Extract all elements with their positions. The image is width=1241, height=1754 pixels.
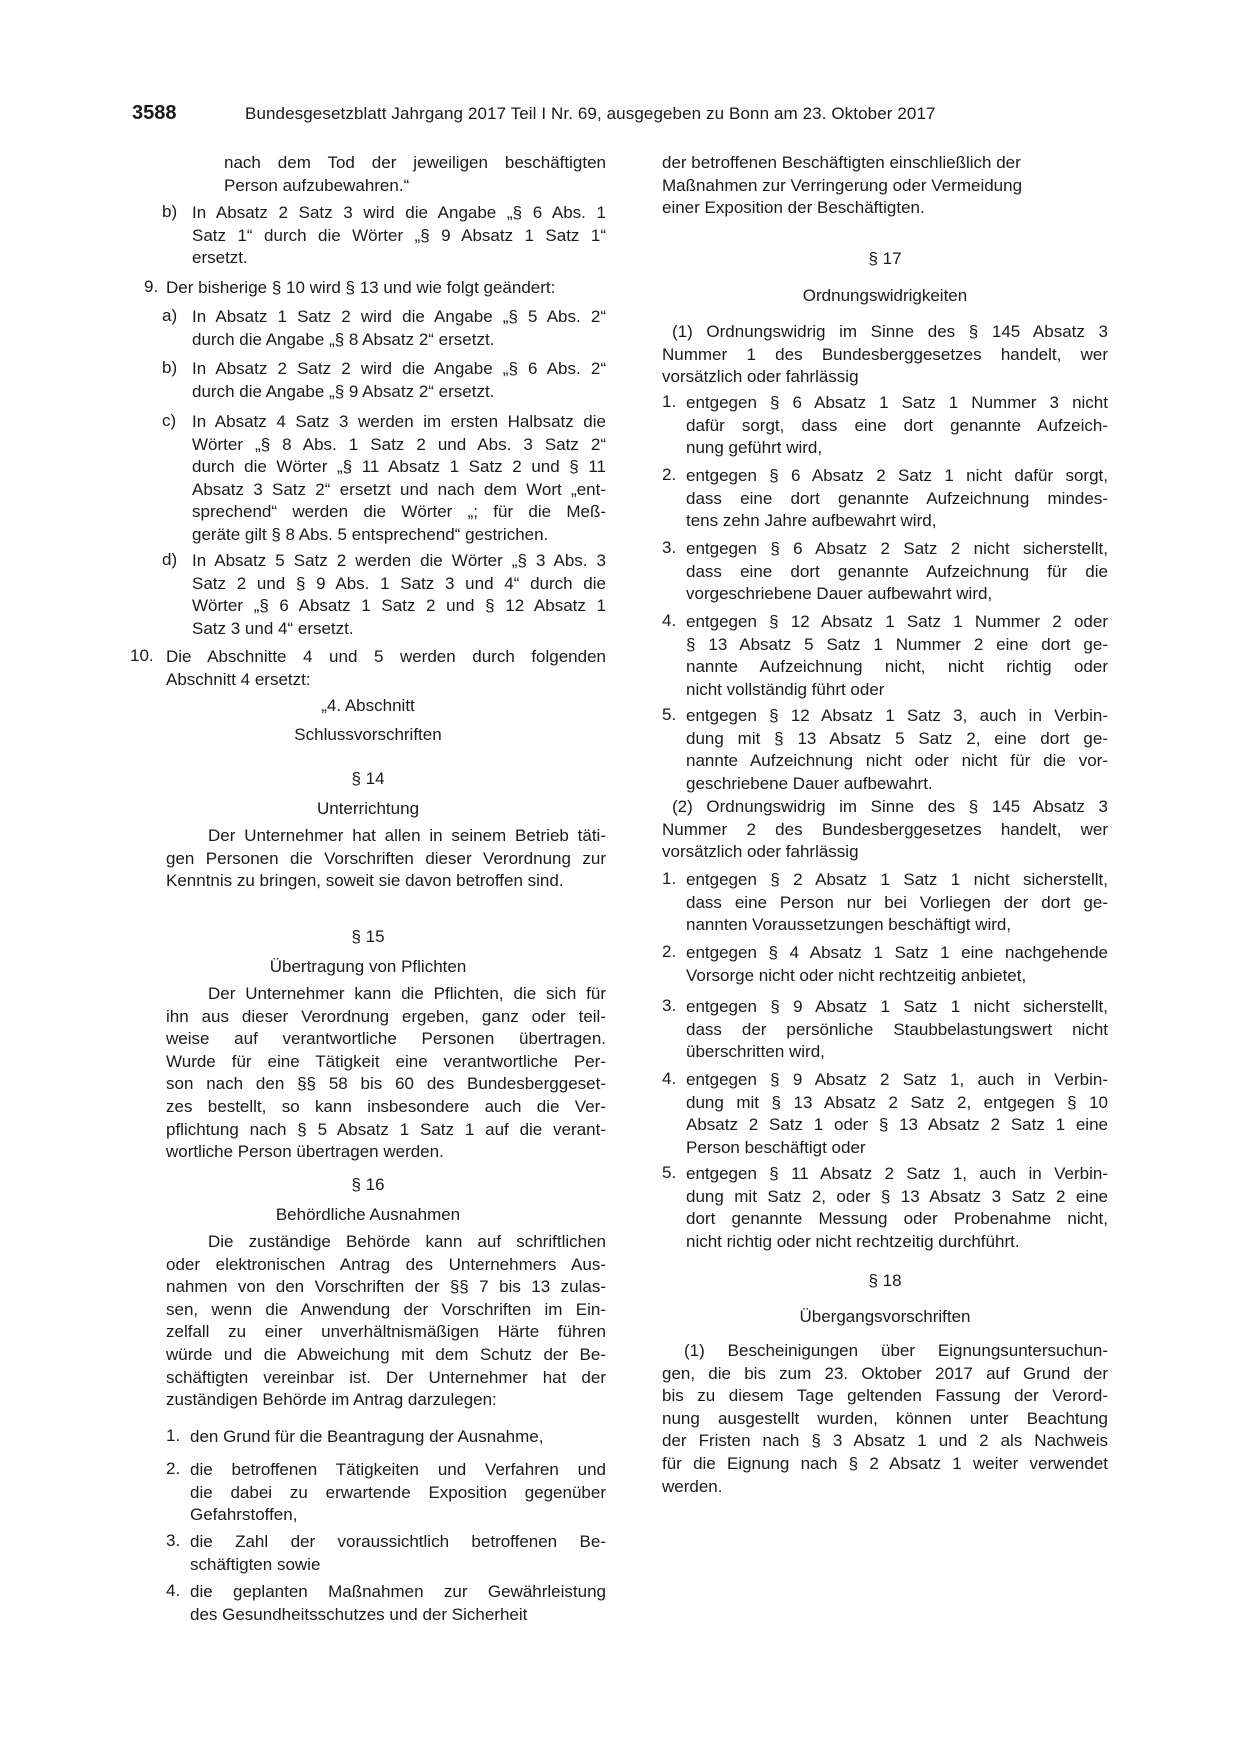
gazette-header: Bundesgesetzblatt Jahrgang 2017 Teil I Nr. 69, ausgegeben zu Bonn am 23. Oktober 2017 bbox=[245, 104, 936, 123]
item-label: d) bbox=[162, 550, 178, 569]
text-line: geräte gilt § 8 Abs. 5 entsprechend“ gestrichen. bbox=[192, 524, 549, 544]
text-line: vorgeschriebene Dauer aufbewahrt wird, bbox=[686, 584, 993, 604]
text-line: entgegen § 6 Absatz 2 Satz 2 nicht sicherstellt, bbox=[686, 539, 1108, 558]
text-line: (1) Ordnungswidrig im Sinne des § 145 Absatz 3 bbox=[672, 322, 1108, 341]
text-line: durch die Angabe „§ 8 Absatz 2“ ersetzt. bbox=[192, 329, 495, 349]
text-line: In Absatz 2 Satz 3 wird die Angabe „§ 6 Abs. 1 bbox=[192, 203, 606, 222]
text-line: dafür sorgt, dass eine dort genannte Aufzeich- bbox=[686, 415, 1108, 435]
text-line: des Gesundheitsschutzes und der Sicherheit bbox=[190, 1604, 528, 1624]
section-heading: „4. Abschnitt bbox=[321, 696, 415, 715]
text-line: nannte Aufzeichnung nicht, nicht richtig oder bbox=[686, 657, 1108, 677]
text-line: zuständigen Behörde im Antrag darzulegen: bbox=[166, 1390, 497, 1410]
text-line: nung geführt wird, bbox=[686, 438, 823, 458]
text-line: die geplanten Maßnahmen zur Gewährleistung bbox=[190, 1582, 606, 1601]
item-label: 2. bbox=[166, 1459, 181, 1478]
text-line: ersetzt. bbox=[192, 248, 248, 268]
item-label: a) bbox=[162, 306, 178, 325]
text-line: vorsätzlich oder fahrlässig bbox=[662, 367, 859, 387]
text-line: son nach den §§ 58 bis 60 des Bundesberggeset- bbox=[166, 1074, 606, 1094]
text-line: zes bestellt, so kann insbesondere auch die Ver- bbox=[166, 1096, 606, 1116]
paragraph-17-number: § 17 bbox=[868, 249, 902, 268]
text-line: (1) Bescheinigungen über Eignungsuntersuchun- bbox=[684, 1341, 1108, 1360]
text-line: die Zahl der voraussichtlich betroffenen Be- bbox=[190, 1532, 606, 1551]
text-line: ihn aus dieser Verordnung ergeben, ganz oder teil- bbox=[166, 1006, 606, 1026]
text-line: entgegen § 12 Absatz 1 Satz 3, auch in Verbin- bbox=[686, 706, 1108, 725]
item-label: 2. bbox=[662, 942, 677, 961]
text-line: wortliche Person übertragen werden. bbox=[166, 1142, 444, 1162]
text-line: Kenntnis zu bringen, soweit sie davon betroffen sind. bbox=[166, 871, 564, 891]
text-line: den Grund für die Beantragung der Ausnahme, bbox=[190, 1427, 544, 1446]
text-line: durch die Wörter „§ 11 Absatz 1 Satz 2 und § 11 bbox=[192, 457, 606, 477]
text-line: tens zehn Jahre aufbewahrt wird, bbox=[686, 511, 937, 531]
text-line: nannten Voraussetzungen beschäftigt wird, bbox=[686, 915, 1012, 935]
text-line: Wurde für eine Tätigkeit eine verantwortliche Per- bbox=[166, 1051, 606, 1071]
text-line: überschritten wird, bbox=[686, 1042, 825, 1062]
text-line: Person aufzubewahren.“ bbox=[224, 175, 410, 195]
paragraph-15-title: Übertragung von Pflichten bbox=[269, 957, 467, 976]
text-line: entgegen § 4 Absatz 1 Satz 1 eine nachgehende bbox=[686, 943, 1108, 962]
text-line: Die zuständige Behörde kann auf schriftlichen bbox=[208, 1232, 606, 1251]
paragraph-14-number: § 14 bbox=[351, 769, 385, 788]
page-number: 3588 bbox=[132, 102, 177, 124]
text-line: Der bisherige § 10 wird § 13 und wie folgt geändert: bbox=[166, 278, 556, 297]
text-line: In Absatz 1 Satz 2 wird die Angabe „§ 5 Abs. 2“ bbox=[192, 307, 606, 326]
text-line: Person beschäftigt oder bbox=[686, 1137, 866, 1157]
text-line: Wörter „§ 8 Abs. 1 Satz 2 und Abs. 3 Satz 2“ bbox=[192, 434, 606, 454]
text-line: dass eine Person nur bei Vorliegen der dort ge- bbox=[686, 892, 1108, 912]
text-line: dung mit § 13 Absatz 5 Satz 2, eine dort ge- bbox=[686, 728, 1108, 748]
text-line: Satz 3 und 4“ ersetzt. bbox=[192, 618, 354, 638]
text-line: Wörter „§ 6 Absatz 1 Satz 2 und § 12 Absatz 1 bbox=[192, 596, 606, 616]
text-line: würde und die Abweichung mit dem Schutz der Be- bbox=[166, 1344, 606, 1364]
text-line: Absatz 3 Satz 2“ ersetzt und nach dem Wort „ent- bbox=[192, 479, 606, 499]
text-line: Gefahrstoffen, bbox=[190, 1505, 298, 1525]
paragraph-18-number: § 18 bbox=[868, 1271, 902, 1290]
text-line: dass eine dort genannte Aufzeichnung mindes- bbox=[686, 488, 1108, 508]
item-label: 1. bbox=[166, 1426, 181, 1445]
item-label: 2. bbox=[662, 465, 677, 484]
item-label: 4. bbox=[662, 1069, 677, 1088]
paragraph-17-title: Ordnungswidrigkeiten bbox=[802, 286, 968, 305]
text-line: der betroffenen Beschäftigten einschließlich der bbox=[662, 153, 1021, 172]
text-line: Satz 2 und § 9 Abs. 1 Satz 3 und 4“ durch die bbox=[192, 573, 606, 593]
text-line: Abschnitt 4 ersetzt: bbox=[166, 669, 311, 689]
text-line: dass der persönliche Staubbelastungswert nicht bbox=[686, 1019, 1108, 1039]
text-line: Maßnahmen zur Verringerung oder Vermeidung bbox=[662, 175, 1023, 195]
text-line: für die Eignung nach § 2 Absatz 1 weiter verwendet bbox=[662, 1453, 1108, 1473]
text-line: In Absatz 4 Satz 3 werden im ersten Halbsatz die bbox=[192, 412, 606, 431]
text-line: In Absatz 5 Satz 2 werden die Wörter „§ 3 Abs. 3 bbox=[192, 551, 606, 570]
item-label: 3. bbox=[166, 1531, 181, 1550]
text-line: der Fristen nach § 3 Absatz 1 und 2 als Nachweis bbox=[662, 1431, 1108, 1451]
text-line: dass eine dort genannte Aufzeichnung für die bbox=[686, 561, 1108, 581]
text-line: werden. bbox=[662, 1476, 723, 1496]
item-label: 5. bbox=[662, 1163, 677, 1182]
item-label: 3. bbox=[662, 538, 677, 557]
section-title: Schlussvorschriften bbox=[294, 725, 442, 744]
text-line: dung mit § 13 Absatz 2 Satz 2, entgegen § 10 bbox=[686, 1092, 1108, 1112]
text-line: Der Unternehmer hat allen in seinem Betrieb täti- bbox=[208, 826, 606, 845]
text-line: entgegen § 9 Absatz 2 Satz 1, auch in Verbin- bbox=[686, 1070, 1108, 1089]
text-line: Nummer 2 des Bundesberggesetzes handelt, wer bbox=[662, 819, 1108, 839]
item-label: c) bbox=[162, 411, 177, 430]
item-label: 3. bbox=[662, 996, 677, 1015]
text-line: die dabei zu erwartende Exposition gegenüber bbox=[190, 1482, 606, 1502]
text-line: sen, wenn die Anwendung der Vorschriften im Ein- bbox=[166, 1299, 606, 1319]
text-line: In Absatz 2 Satz 2 wird die Angabe „§ 6 Abs. 2“ bbox=[192, 359, 606, 378]
text-line: sprechend“ werden die Wörter „; für die Meß- bbox=[192, 502, 606, 522]
text-line: Nummer 1 des Bundesberggesetzes handelt, wer bbox=[662, 344, 1108, 364]
text-line: nicht richtig oder nicht rechtzeitig durchführt. bbox=[686, 1231, 1020, 1251]
text-line: entgegen § 12 Absatz 1 Satz 1 Nummer 2 oder bbox=[686, 612, 1108, 631]
text-line: durch die Angabe „§ 9 Absatz 2“ ersetzt. bbox=[192, 381, 495, 401]
text-line: entgegen § 11 Absatz 2 Satz 1, auch in Verbin- bbox=[686, 1164, 1108, 1183]
text-line: nicht vollständig führt oder bbox=[686, 679, 885, 699]
item-label: 10. bbox=[130, 646, 154, 665]
text-line: entgegen § 6 Absatz 2 Satz 1 nicht dafür sorgt, bbox=[686, 466, 1108, 485]
text-line: nach dem Tod der jeweiligen beschäftigten bbox=[224, 153, 606, 172]
text-line: gen, die bis zum 23. Oktober 2017 auf Grund der bbox=[662, 1363, 1108, 1383]
item-label: 1. bbox=[662, 869, 677, 888]
text-line: die betroffenen Tätigkeiten und Verfahren und bbox=[190, 1460, 606, 1479]
text-line: einer Exposition der Beschäftigten. bbox=[662, 198, 925, 218]
paragraph-14-title: Unterrichtung bbox=[316, 799, 420, 818]
text-line: bis zu diesem Tage geltenden Fassung der Verord- bbox=[662, 1386, 1108, 1406]
text-line: Die Abschnitte 4 und 5 werden durch folgenden bbox=[166, 647, 606, 666]
item-label: b) bbox=[162, 202, 178, 221]
text-line: pflichtung nach § 5 Absatz 1 Satz 1 auf die verant- bbox=[166, 1119, 606, 1139]
paragraph-16-title: Behördliche Ausnahmen bbox=[275, 1205, 461, 1224]
text-line: § 13 Absatz 5 Satz 1 Nummer 2 eine dort ge- bbox=[686, 634, 1108, 654]
item-label: 5. bbox=[662, 705, 677, 724]
text-line: weise auf verantwortliche Personen übertragen. bbox=[166, 1029, 606, 1049]
text-line: entgegen § 2 Absatz 1 Satz 1 nicht sicherstellt, bbox=[686, 870, 1108, 889]
text-line: schäftigten vereinbar ist. Der Unternehmer hat der bbox=[166, 1367, 606, 1387]
text-line: geschriebene Dauer aufbewahrt. bbox=[686, 773, 933, 793]
text-line: nahmen von den Vorschriften der §§ 7 bis 13 zulas- bbox=[166, 1277, 606, 1297]
text-line: (2) Ordnungswidrig im Sinne des § 145 Absatz 3 bbox=[672, 797, 1108, 816]
item-label: b) bbox=[162, 358, 178, 377]
item-label: 1. bbox=[662, 392, 677, 411]
item-label: 4. bbox=[662, 611, 677, 630]
text-line: schäftigten sowie bbox=[190, 1554, 321, 1574]
item-label: 4. bbox=[166, 1581, 181, 1600]
text-line: Satz 1“ durch die Wörter „§ 9 Absatz 1 Satz 1“ bbox=[192, 225, 606, 245]
paragraph-18-title: Übergangsvorschriften bbox=[799, 1307, 971, 1326]
text-line: nannte Aufzeichnung nicht oder nicht für die vor- bbox=[686, 751, 1108, 771]
paragraph-15-number: § 15 bbox=[351, 927, 385, 946]
text-line: Vorsorge nicht oder nicht rechtzeitig anbietet, bbox=[686, 965, 1027, 985]
item-label: 9. bbox=[144, 277, 159, 296]
text-line: oder elektronischen Antrag des Unternehmers Aus- bbox=[166, 1254, 606, 1274]
text-line: dung mit Satz 2, oder § 13 Absatz 3 Satz 2 eine bbox=[686, 1186, 1108, 1206]
text-line: zelfall zu einer unverhältnismäßigen Härte führen bbox=[166, 1322, 606, 1342]
text-line: gen Personen die Vorschriften dieser Verordnung zur bbox=[166, 848, 606, 868]
text-line: entgegen § 6 Absatz 1 Satz 1 Nummer 3 nicht bbox=[686, 393, 1108, 412]
text-line: vorsätzlich oder fahrlässig bbox=[662, 842, 859, 862]
text-line: entgegen § 9 Absatz 1 Satz 1 nicht sicherstellt, bbox=[686, 997, 1108, 1016]
paragraph-16-number: § 16 bbox=[351, 1175, 385, 1194]
text-line: Der Unternehmer kann die Pflichten, die sich für bbox=[208, 984, 606, 1003]
text-line: Absatz 2 Satz 1 oder § 13 Absatz 2 Satz 1 eine bbox=[686, 1115, 1108, 1135]
text-line: nung ausgestellt wurden, können unter Beachtung bbox=[662, 1408, 1108, 1428]
text-line: dort genannte Messung oder Probenahme nicht, bbox=[686, 1209, 1108, 1229]
